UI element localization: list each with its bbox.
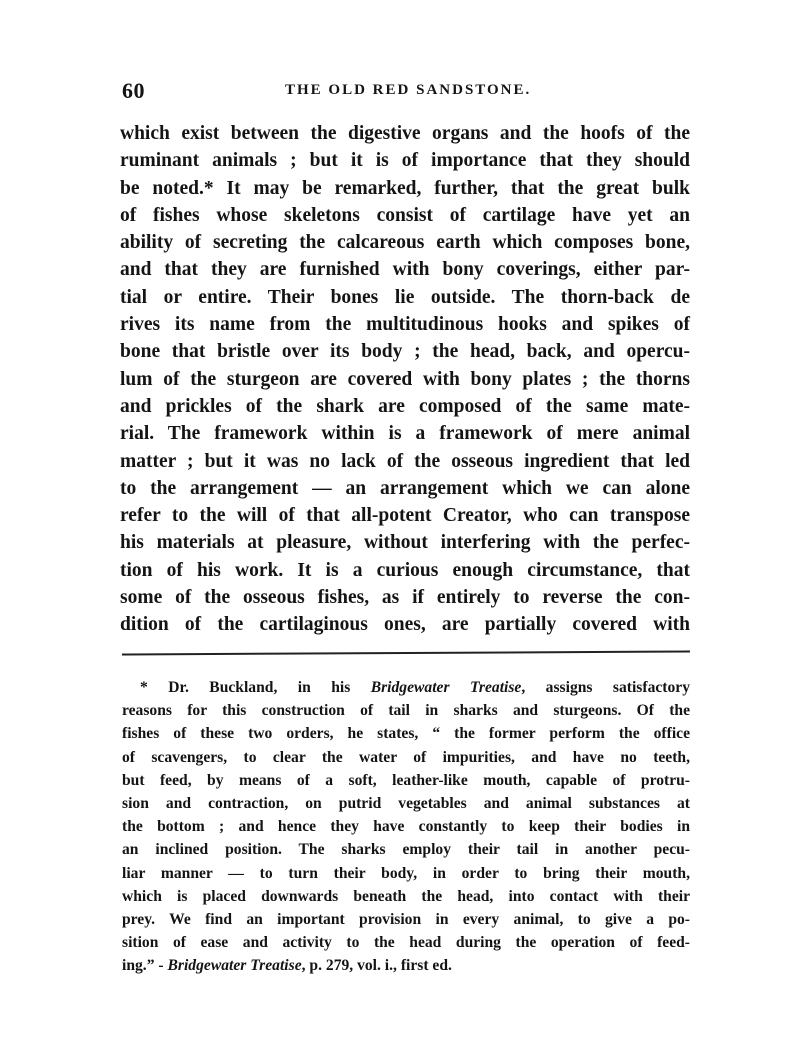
body-line: ability of secreting the calcareous earth which composes bone, <box>120 232 690 254</box>
body-line: tial or entire. Their bones lie outside. The thorn-back de <box>120 286 690 308</box>
footnote-line: sition of ease and activity to the head during the operation of feed- <box>122 934 690 952</box>
body-line: bone that bristle over its body ; the head, back, and opercu- <box>120 341 690 363</box>
running-title: THE OLD RED SANDSTONE. <box>285 82 532 98</box>
page-number: 60 <box>122 78 145 103</box>
footnote-line: reasons for this construction of tail in sharks and sturgeons. Of the <box>122 702 690 720</box>
body-line: which exist between the digestive organs and the hoofs of the <box>120 123 690 144</box>
footnote-citation: Bridgewater Treatise <box>370 679 522 696</box>
footnote-line: an inclined position. The sharks employ their tail in another pecu- <box>122 841 690 859</box>
footnote-divider <box>122 651 690 656</box>
footnote-citation: Bridgewater Treatise <box>167 957 302 975</box>
page-header <box>122 78 692 106</box>
footnote-line: but feed, by means of a soft, leather-like mouth, capable of protru- <box>122 771 690 789</box>
footnote-text: ing.” - <box>122 957 168 975</box>
body-line: ruminant animals ; but it is of importance that they should <box>120 150 690 172</box>
body-line: refer to the will of that all-potent Creator, who can transpose <box>120 505 690 527</box>
footnote-line: liar manner — to turn their body, in order to bring their mouth, <box>122 864 690 882</box>
footnote-line: of scavengers, to clear the water of impurities, and have no teeth, <box>122 748 690 766</box>
body-line: matter ; but it was no lack of the osseous ingredient that led <box>120 450 690 472</box>
footnote-text: , p. 279, vol. i., first ed. <box>301 957 452 975</box>
body-line: some of the osseous fishes, as if entirely to reverse the con- <box>120 587 690 609</box>
footnote-line: sion and contraction, on putrid vegetables and animal substances at <box>122 794 690 812</box>
body-line: and that they are furnished with bony coverings, either par- <box>120 259 690 281</box>
body-text <box>120 120 690 639</box>
footnote-line <box>122 676 690 699</box>
body-line: his materials at pleasure, without interfering with the perfec- <box>120 532 690 554</box>
body-line: of fishes whose skeletons consist of cartilage have yet an <box>120 204 690 226</box>
body-line: dition of the cartilaginous ones, are partially covered with <box>120 614 690 636</box>
body-line: be noted.* It may be remarked, further, that the great bulk <box>120 177 690 199</box>
footnote-line: fishes of these two orders, he states, “ the former perform the office <box>122 725 690 743</box>
footnote <box>122 676 690 977</box>
body-line: to the arrangement — an arrangement which we can alone <box>120 477 690 499</box>
body-line: rives its name from the multitudinous hooks and spikes of <box>120 314 690 336</box>
footnote-text: * Dr. Buckland, in his <box>140 679 371 696</box>
body-line: lum of the sturgeon are covered with bony plates ; the thorns <box>120 368 690 390</box>
footnote-line: the bottom ; and hence they have constantly to keep their bodies in <box>122 818 690 836</box>
footnote-text: , assigns satisfactory <box>521 679 690 696</box>
footnote-line <box>122 954 690 977</box>
footnote-line: which is placed downwards beneath the head, into contact with their <box>122 887 690 905</box>
footnote-line: prey. We find an important provision in every animal, to give a po- <box>122 910 690 928</box>
body-line: tion of his work. It is a curious enough circumstance, that <box>120 559 690 581</box>
body-line: rial. The framework within is a framework of mere animal <box>120 423 690 445</box>
body-line: and prickles of the shark are composed of the same mate- <box>120 395 690 417</box>
